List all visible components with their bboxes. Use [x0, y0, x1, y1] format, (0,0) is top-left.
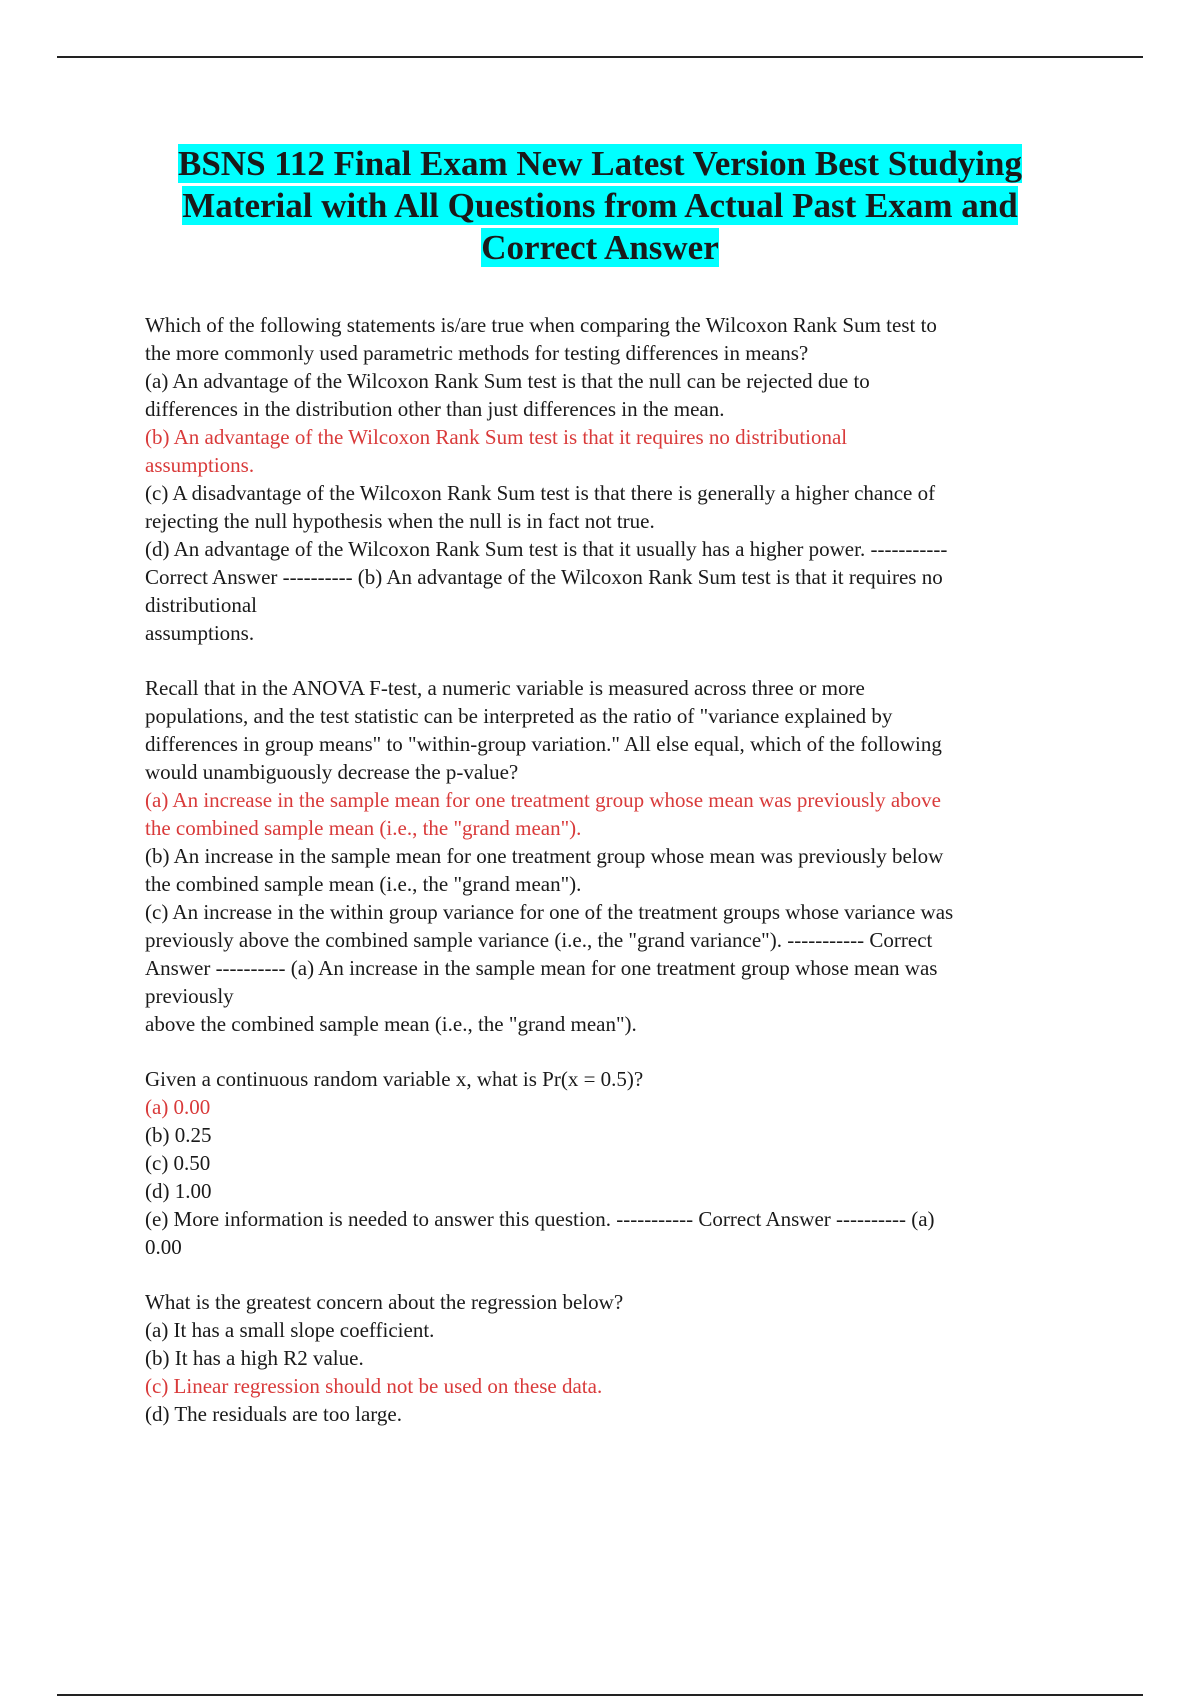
header-rule [57, 56, 1143, 58]
question-text-line: the more commonly used parametric methods for testing differences in means? [145, 341, 809, 365]
question-3 [145, 1065, 1080, 1261]
title-line-2: Material with All Questions from Actual Past Exam and [182, 186, 1018, 225]
answer-line: previously [145, 984, 234, 1008]
answer-line: assumptions. [145, 621, 255, 645]
question-text-line: Which of the following statements is/are true when comparing the Wilcoxon Rank Sum test to [145, 313, 937, 337]
option-line: (b) It has a high R2 value. [145, 1346, 364, 1370]
question-text-line: Recall that in the ANOVA F-test, a numeric variable is measured across three or more [145, 676, 865, 700]
answer-line: distributional [145, 593, 257, 617]
option-line: rejecting the null hypothesis when the null is in fact not true. [145, 509, 655, 533]
correct-option-line: assumptions. [145, 453, 255, 477]
question-text-line: would unambiguously decrease the p-value? [145, 760, 519, 784]
document-title [120, 143, 1080, 269]
option-line: the combined sample mean (i.e., the "grand mean"). [145, 872, 582, 896]
option-line: (d) An advantage of the Wilcoxon Rank Sum test is that it usually has a higher power. ----------- [145, 537, 948, 561]
correct-option-line: (c) Linear regression should not be used on these data. [145, 1374, 603, 1398]
question-text-line: Given a continuous random variable x, what is Pr(x = 0.5)? [145, 1067, 644, 1091]
option-line: (c) A disadvantage of the Wilcoxon Rank Sum test is that there is generally a higher chance of [145, 481, 936, 505]
question-1 [145, 311, 1080, 647]
option-line: (a) An advantage of the Wilcoxon Rank Sum test is that the null can be rejected due to [145, 369, 870, 393]
option-line: (b) An increase in the sample mean for one treatment group whose mean was previously below [145, 844, 944, 868]
option-line: (c) An increase in the within group variance for one of the treatment groups whose variance was [145, 900, 954, 924]
option-line: (d) 1.00 [145, 1179, 212, 1203]
correct-option-line: (a) 0.00 [145, 1095, 211, 1119]
question-text-line: differences in group means" to "within-group variation." All else equal, which of the following [145, 732, 942, 756]
question-4 [145, 1288, 1080, 1428]
option-line: differences in the distribution other than just differences in the mean. [145, 397, 725, 421]
question-text-line: populations, and the test statistic can be interpreted as the ratio of "variance explained by [145, 704, 893, 728]
correct-option-line: (a) An increase in the sample mean for one treatment group whose mean was previously above [145, 788, 941, 812]
option-line: (a) It has a small slope coefficient. [145, 1318, 435, 1342]
answer-line: 0.00 [145, 1235, 182, 1259]
option-line: previously above the combined sample variance (i.e., the "grand variance"). ----------- Correct [145, 928, 933, 952]
title-line-1: BSNS 112 Final Exam New Latest Version Best Studying [177, 144, 1023, 183]
question-text-line: What is the greatest concern about the regression below? [145, 1290, 624, 1314]
question-2 [145, 674, 1080, 1038]
answer-line: Correct Answer ---------- (b) An advantage of the Wilcoxon Rank Sum test is that it requires no [145, 565, 943, 589]
option-line: (b) 0.25 [145, 1123, 212, 1147]
footer-rule [57, 1694, 1143, 1696]
answer-line: above the combined sample mean (i.e., the "grand mean"). [145, 1012, 637, 1036]
document-body [145, 311, 1080, 1455]
correct-option-line: (b) An advantage of the Wilcoxon Rank Sum test is that it requires no distributional [145, 425, 848, 449]
option-line: (c) 0.50 [145, 1151, 211, 1175]
answer-line: (e) More information is needed to answer this question. ----------- Correct Answer ---------- (a) [145, 1207, 935, 1231]
option-line: (d) The residuals are too large. [145, 1402, 402, 1426]
title-line-3: Correct Answer [481, 228, 719, 267]
answer-line: Answer ---------- (a) An increase in the sample mean for one treatment group whose mean was [145, 956, 938, 980]
correct-option-line: the combined sample mean (i.e., the "grand mean"). [145, 816, 582, 840]
